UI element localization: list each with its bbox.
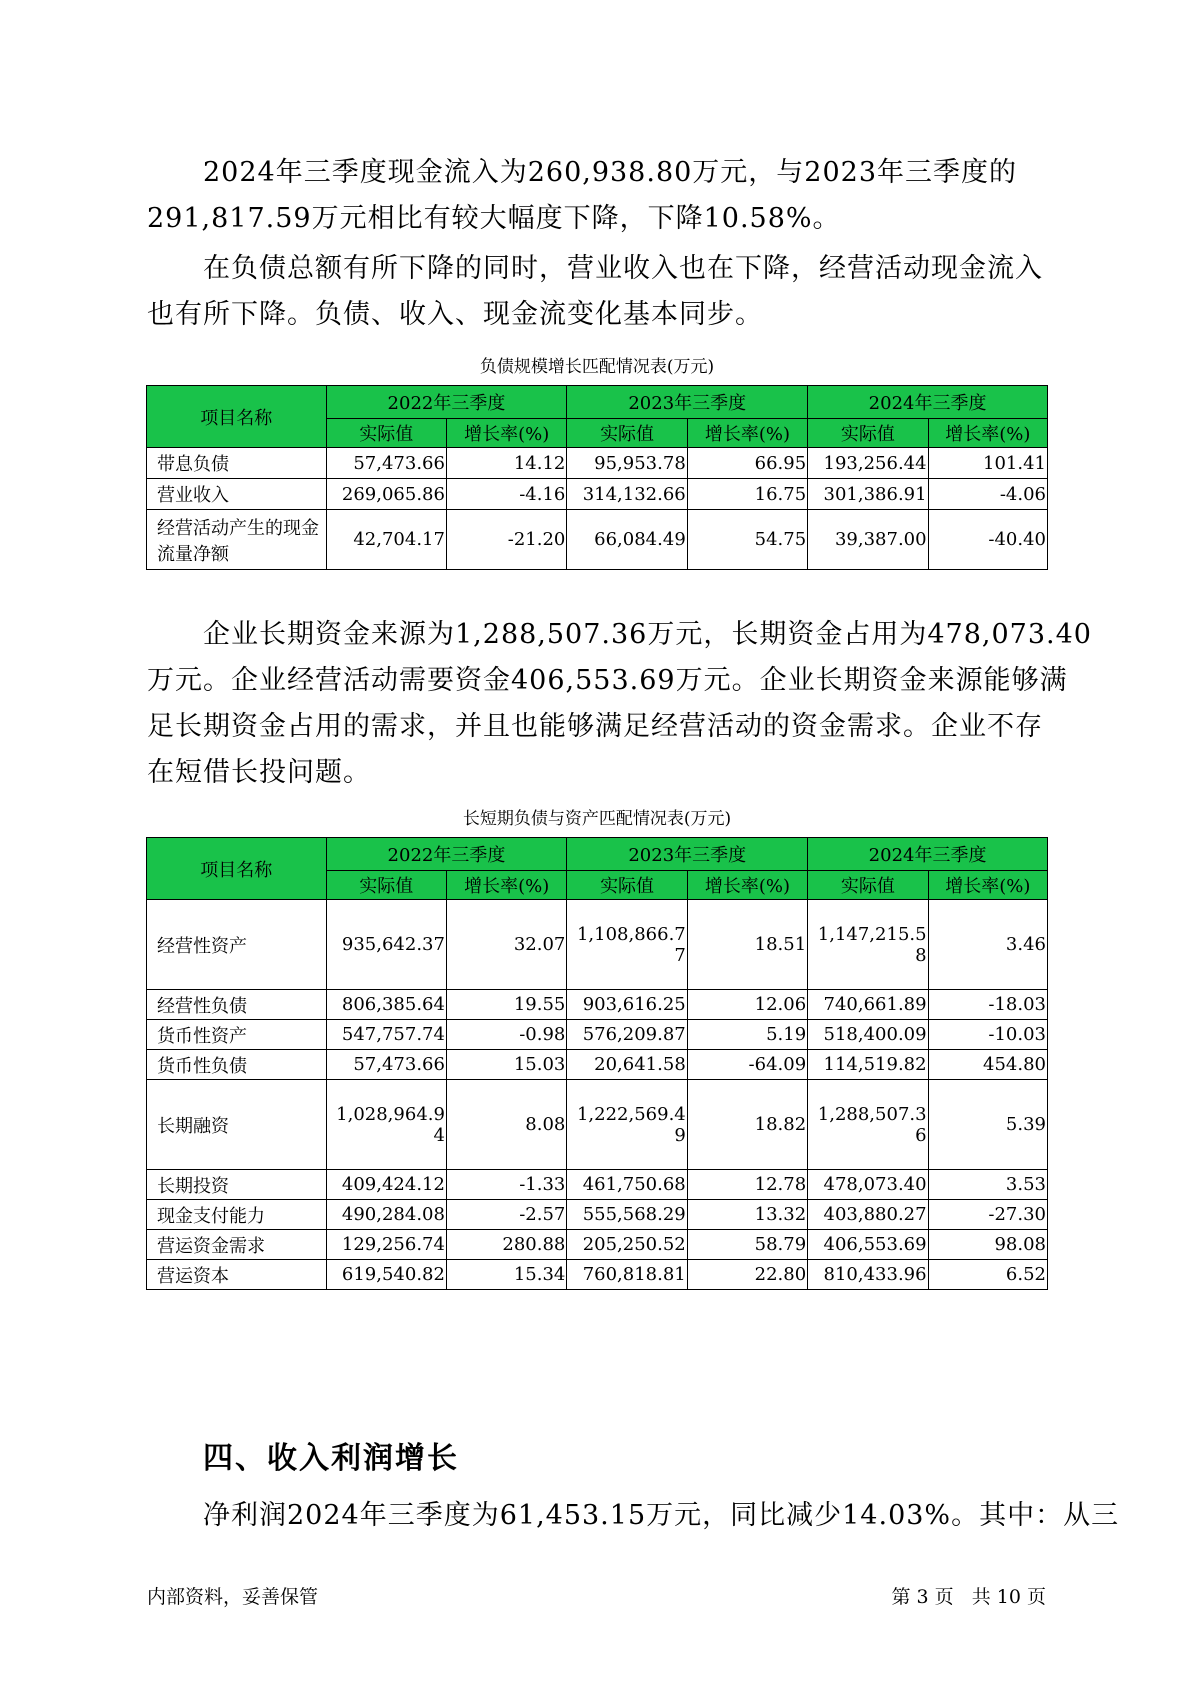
growth-rate-cell: -4.06 (928, 479, 1047, 510)
growth-rate-cell: 18.51 (687, 900, 807, 990)
paragraph-long-term-funds (147, 612, 1092, 796)
row-label: 长期投资 (147, 1170, 327, 1200)
table-row (147, 900, 1048, 990)
text-line: 在短借长投问题。 (147, 757, 371, 788)
table2-caption: 长短期负债与资产匹配情况表(万元) (462, 809, 732, 829)
growth-rate-cell: -2.57 (446, 1200, 566, 1230)
growth-rate-cell: 19.55 (446, 990, 566, 1020)
actual-value-cell: 740,661.89 (808, 990, 928, 1020)
row-label: 现金支付能力 (147, 1200, 327, 1230)
table-row (147, 1050, 1048, 1080)
table-row (147, 1200, 1048, 1230)
actual-value-cell: 1,222,569.49 (567, 1080, 687, 1170)
table-row (147, 448, 1048, 479)
row-label: 经营性资产 (147, 900, 327, 990)
paragraph-debt-summary (147, 246, 1047, 338)
growth-rate-cell: 66.95 (687, 448, 807, 479)
section-heading: 四、收入利润增长 (203, 1441, 459, 1476)
growth-rate-cell: -27.30 (928, 1200, 1047, 1230)
header-period: 2024年三季度 (808, 838, 1048, 871)
actual-value-cell: 518,400.09 (808, 1020, 928, 1050)
growth-rate-cell: 5.39 (928, 1080, 1047, 1170)
table-row (147, 990, 1048, 1020)
header-item-name: 项目名称 (147, 838, 327, 900)
row-label: 营运资金需求 (147, 1230, 327, 1260)
table-row (147, 1260, 1048, 1290)
actual-value-cell: 806,385.64 (326, 990, 446, 1020)
row-label: 货币性负债 (147, 1050, 327, 1080)
growth-rate-cell: 14.12 (446, 448, 566, 479)
growth-rate-cell: 15.34 (446, 1260, 566, 1290)
growth-rate-cell: -4.16 (446, 479, 566, 510)
actual-value-cell: 576,209.87 (567, 1020, 687, 1050)
text-line: 万元。企业经营活动需要资金406,553.69万元。企业长期资金来源能够满 (147, 665, 1068, 696)
header-actual: 实际值 (326, 419, 446, 448)
growth-rate-cell: 3.53 (928, 1170, 1047, 1200)
growth-rate-cell: 18.82 (687, 1080, 807, 1170)
actual-value-cell: 193,256.44 (808, 448, 928, 479)
paragraph-cash-inflow (147, 150, 1047, 242)
actual-value-cell: 490,284.08 (326, 1200, 446, 1230)
growth-rate-cell: 98.08 (928, 1230, 1047, 1260)
growth-rate-cell: 454.80 (928, 1050, 1047, 1080)
actual-value-cell: 114,519.82 (808, 1050, 928, 1080)
growth-rate-cell: 280.88 (446, 1230, 566, 1260)
actual-value-cell: 95,953.78 (567, 448, 687, 479)
header-period: 2022年三季度 (326, 386, 567, 419)
table-row (147, 1020, 1048, 1050)
growth-rate-cell: 16.75 (687, 479, 807, 510)
actual-value-cell: 39,387.00 (808, 510, 928, 570)
growth-rate-cell: 12.78 (687, 1170, 807, 1200)
row-label: 经营性负债 (147, 990, 327, 1020)
text-line: 净利润2024年三季度为61,453.15万元，同比减少14.03%。其中：从三 (203, 1500, 1120, 1531)
growth-rate-cell: 12.06 (687, 990, 807, 1020)
table-row (147, 1230, 1048, 1260)
header-growth: 增长率(%) (687, 419, 807, 448)
row-label: 带息负债 (147, 448, 327, 479)
text-line: 足长期资金占用的需求，并且也能够满足经营活动的资金需求。企业不存 (147, 711, 1043, 742)
growth-rate-cell: 13.32 (687, 1200, 807, 1230)
growth-rate-cell: -1.33 (446, 1170, 566, 1200)
actual-value-cell: 403,880.27 (808, 1200, 928, 1230)
table-row (147, 479, 1048, 510)
growth-rate-cell: 54.75 (687, 510, 807, 570)
actual-value-cell: 301,386.91 (808, 479, 928, 510)
actual-value-cell: 1,147,215.58 (808, 900, 928, 990)
table-row (147, 1170, 1048, 1200)
growth-rate-cell: 101.41 (928, 448, 1047, 479)
header-period: 2023年三季度 (567, 838, 808, 871)
row-label: 营运资本 (147, 1260, 327, 1290)
header-actual: 实际值 (808, 871, 928, 900)
actual-value-cell: 903,616.25 (567, 990, 687, 1020)
actual-value-cell: 1,028,964.94 (326, 1080, 446, 1170)
actual-value-cell: 478,073.40 (808, 1170, 928, 1200)
header-actual: 实际值 (326, 871, 446, 900)
actual-value-cell: 129,256.74 (326, 1230, 446, 1260)
header-growth: 增长率(%) (446, 871, 566, 900)
actual-value-cell: 269,065.86 (326, 479, 446, 510)
growth-rate-cell: -21.20 (446, 510, 566, 570)
actual-value-cell: 57,473.66 (326, 1050, 446, 1080)
actual-value-cell: 42,704.17 (326, 510, 446, 570)
text-line: 在负债总额有所下降的同时，营业收入也在下降，经营活动现金流入 (203, 253, 1043, 284)
growth-rate-cell: 58.79 (687, 1230, 807, 1260)
growth-rate-cell: -64.09 (687, 1050, 807, 1080)
footer-note: 内部资料，妥善保管 (147, 1586, 319, 1608)
growth-rate-cell: -40.40 (928, 510, 1047, 570)
actual-value-cell: 810,433.96 (808, 1260, 928, 1290)
growth-rate-cell: 5.19 (687, 1020, 807, 1050)
actual-value-cell: 555,568.29 (567, 1200, 687, 1230)
growth-rate-cell: 15.03 (446, 1050, 566, 1080)
header-period: 2023年三季度 (567, 386, 808, 419)
table-row (147, 510, 1048, 570)
actual-value-cell: 205,250.52 (567, 1230, 687, 1260)
actual-value-cell: 547,757.74 (326, 1020, 446, 1050)
growth-rate-cell: -18.03 (928, 990, 1047, 1020)
text-line: 也有所下降。负债、收入、现金流变化基本同步。 (147, 299, 763, 330)
actual-value-cell: 1,108,866.77 (567, 900, 687, 990)
table1-caption: 负债规模增长匹配情况表(万元) (479, 357, 715, 377)
header-growth: 增长率(%) (687, 871, 807, 900)
actual-value-cell: 406,553.69 (808, 1230, 928, 1260)
growth-rate-cell: 3.46 (928, 900, 1047, 990)
text-line: 企业长期资金来源为1,288,507.36万元，长期资金占用为478,073.40 (203, 619, 1092, 650)
growth-rate-cell: 32.07 (446, 900, 566, 990)
growth-rate-cell: 8.08 (446, 1080, 566, 1170)
growth-rate-cell: 22.80 (687, 1260, 807, 1290)
header-actual: 实际值 (567, 871, 687, 900)
header-period: 2024年三季度 (808, 386, 1048, 419)
actual-value-cell: 20,641.58 (567, 1050, 687, 1080)
actual-value-cell: 314,132.66 (567, 479, 687, 510)
actual-value-cell: 935,642.37 (326, 900, 446, 990)
row-label: 营业收入 (147, 479, 327, 510)
text-line: 2024年三季度现金流入为260,938.80万元，与2023年三季度的 (203, 157, 1018, 188)
header-growth: 增长率(%) (928, 871, 1047, 900)
table-row (147, 1080, 1048, 1170)
header-period: 2022年三季度 (326, 838, 567, 871)
growth-rate-cell: -10.03 (928, 1020, 1047, 1050)
header-actual: 实际值 (808, 419, 928, 448)
actual-value-cell: 1,288,507.36 (808, 1080, 928, 1170)
row-label: 货币性资产 (147, 1020, 327, 1050)
actual-value-cell: 409,424.12 (326, 1170, 446, 1200)
actual-value-cell: 760,818.81 (567, 1260, 687, 1290)
header-item-name: 项目名称 (147, 386, 327, 448)
paragraph-net-profit (147, 1493, 1120, 1539)
header-growth: 增长率(%) (446, 419, 566, 448)
debt-asset-matching-table (146, 837, 1048, 1290)
text-line: 291,817.59万元相比有较大幅度下降，下降10.58%。 (147, 203, 841, 234)
row-label: 长期融资 (147, 1080, 327, 1170)
debt-growth-table (146, 385, 1048, 570)
page-number: 第 3 页 共 10 页 (891, 1586, 1046, 1608)
actual-value-cell: 461,750.68 (567, 1170, 687, 1200)
actual-value-cell: 66,084.49 (567, 510, 687, 570)
row-label: 经营活动产生的现金流量净额 (147, 510, 327, 570)
actual-value-cell: 57,473.66 (326, 448, 446, 479)
header-growth: 增长率(%) (928, 419, 1047, 448)
actual-value-cell: 619,540.82 (326, 1260, 446, 1290)
header-actual: 实际值 (567, 419, 687, 448)
growth-rate-cell: -0.98 (446, 1020, 566, 1050)
growth-rate-cell: 6.52 (928, 1260, 1047, 1290)
